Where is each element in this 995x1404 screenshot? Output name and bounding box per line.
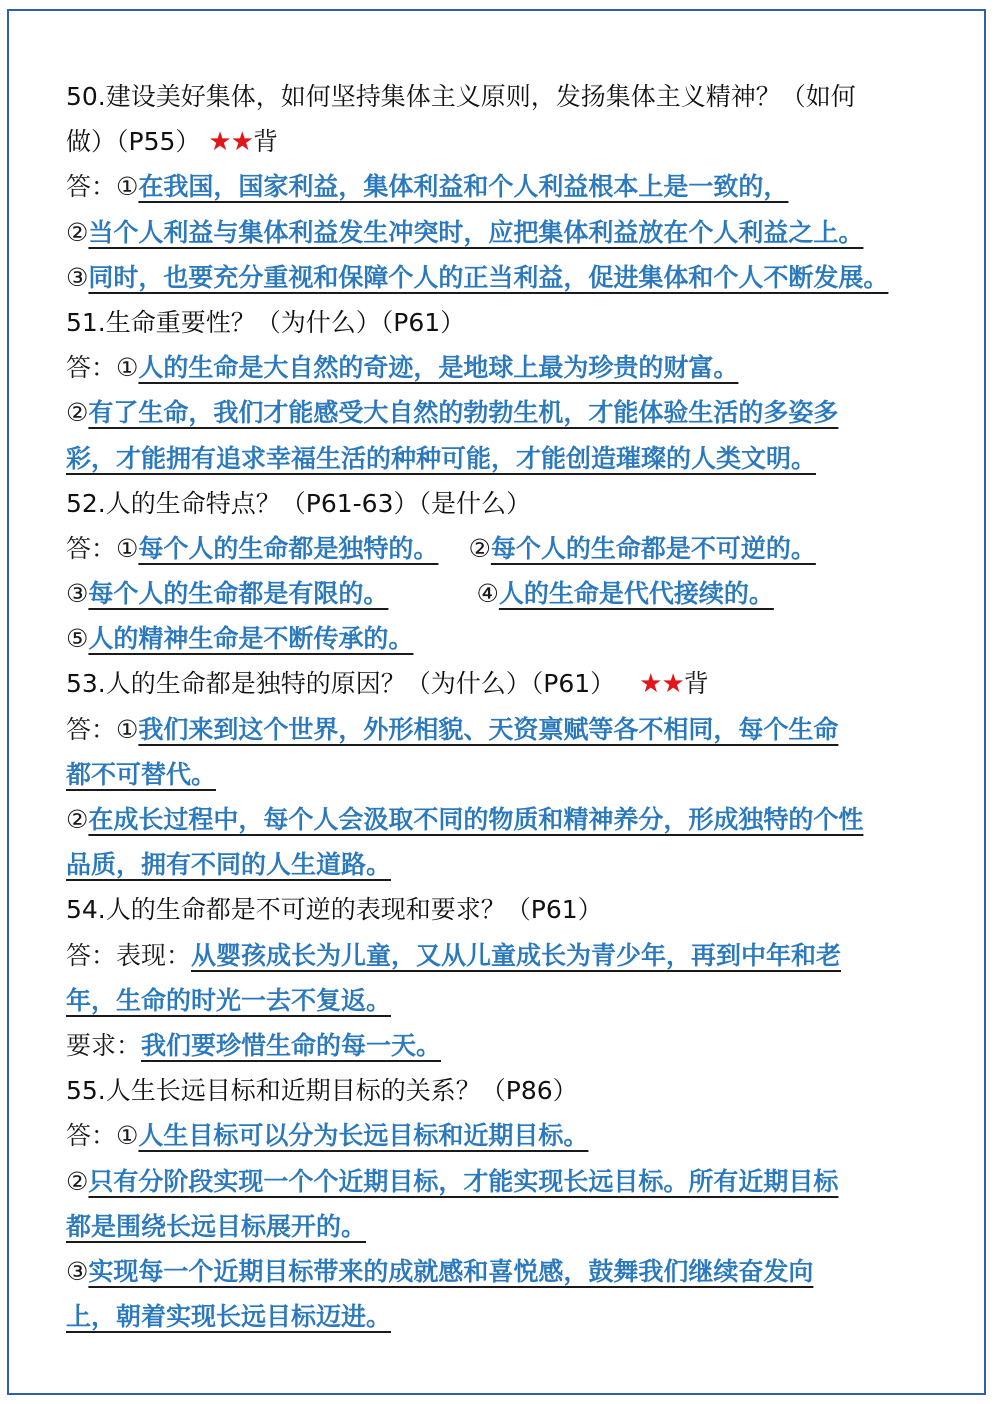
- answer-text: 同时，也要充分重视和保障个人的正当利益，促进集体和个人不断发展。: [88, 262, 889, 292]
- q55-answer-1: [66, 1113, 932, 1158]
- answer-text: 在我国，国家利益，集体利益和个人利益根本上是一致的，: [138, 172, 789, 202]
- q50-answer-2: [66, 210, 932, 255]
- answer-prefix: 答：①: [66, 172, 139, 202]
- question-text: 53.人的生命都是独特的原因？（为什么）（P61）: [66, 669, 616, 699]
- q50-title-line1: 50.建设美好集体，如何坚持集体主义原则，发扬集体主义精神？（如何: [66, 82, 856, 111]
- answer-number: ②: [66, 805, 89, 834]
- answer-text: 都是围绕长远目标展开的。: [66, 1211, 367, 1241]
- question-text: 55.人生长远目标和近期目标的关系？（P86）: [66, 1076, 578, 1106]
- answer-text: 每个人的生命都是独特的。: [138, 533, 439, 563]
- q50-title-cont: [66, 119, 932, 164]
- answer-text: 我们来到这个世界，外形相貌、天资禀赋等各不相同，每个生命: [138, 714, 839, 744]
- answer-number: ③: [66, 262, 89, 292]
- q55-answer-2-cont: [66, 1204, 932, 1249]
- question-text: 52.人的生命特点？（P61-63）（是什么）: [66, 488, 531, 518]
- answer-number: ②: [66, 217, 89, 247]
- q53-answer-1: [66, 707, 932, 752]
- answer-text: 人生目标可以分为长远目标和近期目标。: [138, 1121, 589, 1151]
- q52-answer-row-1: [66, 526, 932, 571]
- q51-answer-2: [66, 390, 932, 435]
- answer-text: 上，朝着实现长远目标迈进。: [66, 1302, 392, 1332]
- answer-number: ②: [66, 1166, 89, 1196]
- answer-text: 实现每一个近期目标带来的成就感和喜悦感，鼓舞我们继续奋发向: [88, 1256, 814, 1286]
- q51-answer-1: [66, 345, 932, 390]
- answer-text: 在成长过程中，每个人会汲取不同的物质和精神养分，形成独特的个性: [88, 805, 864, 834]
- document-body: [66, 74, 932, 1339]
- answer-text: 人的生命是代代接续的。: [498, 579, 774, 609]
- answer-number: ②: [66, 398, 89, 428]
- answer-text: 有了生命，我们才能感受大自然的勃勃生机，才能体验生活的多姿多: [88, 398, 839, 428]
- answer-prefix: 答：①: [66, 353, 139, 383]
- answer-text: 每个人的生命都是有限的。: [88, 579, 389, 609]
- answer-text: 都不可替代。: [66, 759, 217, 789]
- answer-text: 每个人的生命都是不可逆的。: [490, 533, 816, 563]
- answer-text: 当个人利益与集体利益发生冲突时，应把集体利益放在个人利益之上。: [88, 217, 864, 247]
- answer-number: ④: [476, 579, 499, 609]
- answer-prefix: 答：①: [66, 533, 139, 563]
- q53-answer-2: [66, 797, 932, 842]
- importance-stars: ★★: [639, 669, 684, 700]
- q53-title: [66, 661, 932, 706]
- answer-prefix: 答：①: [66, 714, 139, 744]
- q55-answer-3-cont: [66, 1294, 932, 1339]
- q51-title: [66, 300, 932, 345]
- answer-text: 人的生命是大自然的奇迹，是地球上最为珍贵的财富。: [138, 353, 739, 383]
- q55-title: [66, 1068, 932, 1113]
- answer-prefix: 答：表现：: [66, 940, 192, 970]
- question-text: 51.生命重要性？（为什么）（P61）: [66, 307, 466, 337]
- answer-number: ③: [66, 1256, 89, 1286]
- q52-answer-row-3: [66, 616, 932, 661]
- answer-text: 人的精神生命是不断传承的。: [88, 624, 414, 654]
- requirement-prefix: 要求：: [66, 1030, 142, 1060]
- q53-answer-2-cont: [66, 842, 932, 887]
- q50-title-line2: 做）（P55）: [66, 127, 201, 157]
- question-text: 54.人的生命都是不可逆的表现和要求？（P61）: [66, 895, 603, 925]
- answer-prefix: 答：①: [66, 1121, 139, 1151]
- q55-answer-2: [66, 1159, 932, 1204]
- q50-title: [66, 74, 932, 119]
- q54-answer-2: [66, 1023, 932, 1068]
- q55-answer-3: [66, 1249, 932, 1294]
- answer-text: 从婴孩成长为儿童，又从儿童成长为青少年，再到中年和老: [191, 940, 842, 970]
- answer-text: 年，生命的时光一去不复返。: [66, 985, 392, 1015]
- q50-answer-1: [66, 164, 932, 209]
- answer-number: ⑤: [66, 624, 89, 654]
- answer-text: 只有分阶段实现一个个近期目标，才能实现长远目标。所有近期目标: [88, 1166, 839, 1196]
- q51-answer-2-cont: [66, 436, 932, 481]
- q52-title: [66, 481, 932, 526]
- q54-answer-1-cont: [66, 978, 932, 1023]
- q52-answer-row-2: [66, 571, 932, 616]
- q54-answer-1: [66, 933, 932, 978]
- answer-number: ③: [66, 579, 89, 609]
- memorize-mark: 背: [252, 127, 278, 157]
- importance-stars: ★★: [208, 127, 253, 158]
- answer-text: 品质，拥有不同的人生道路。: [66, 850, 392, 880]
- memorize-mark: 背: [683, 669, 709, 699]
- answer-text: 彩，才能拥有追求幸福生活的种种可能，才能创造璀璨的人类文明。: [66, 443, 817, 473]
- q50-answer-3: [66, 255, 932, 300]
- answer-text: 我们要珍惜生命的每一天。: [141, 1030, 442, 1060]
- q53-answer-1-cont: [66, 752, 932, 797]
- answer-number: ②: [468, 533, 491, 563]
- q54-title: [66, 887, 932, 932]
